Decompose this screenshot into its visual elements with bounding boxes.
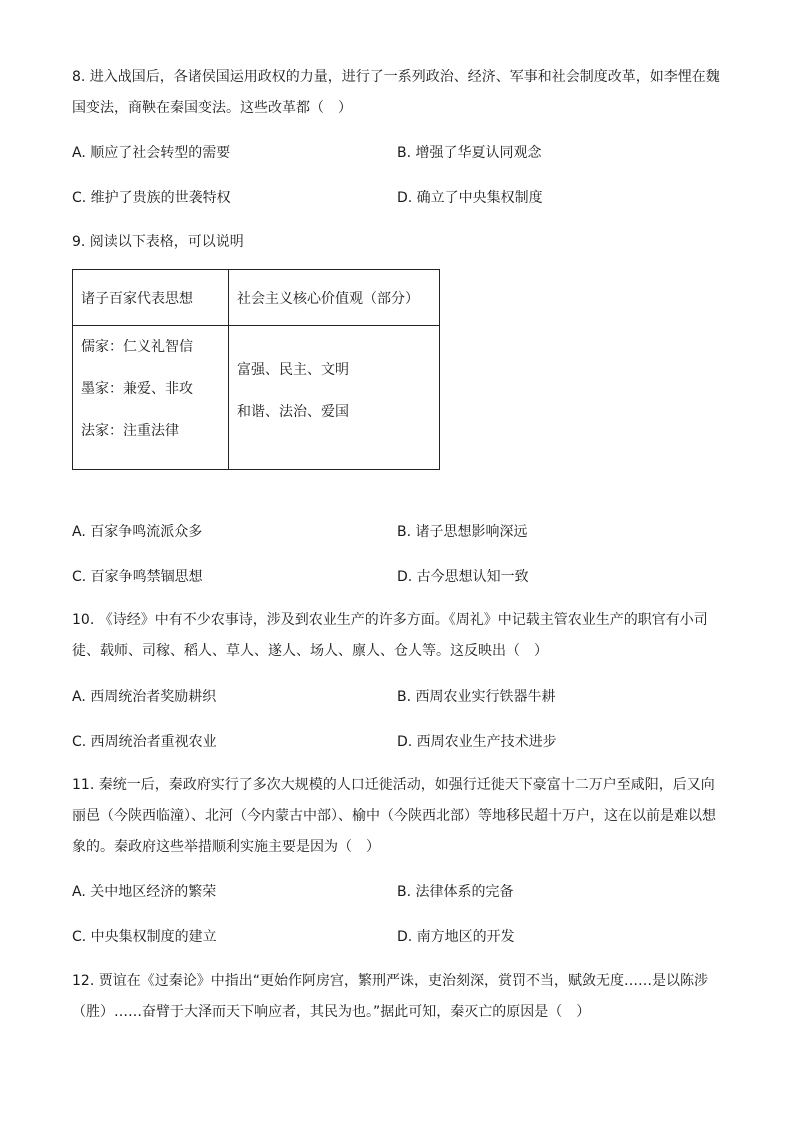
q8-option-b: B. 增强了华夏认同观念 [397, 145, 542, 161]
q11-option-d: D. 南方地区的开发 [397, 929, 515, 945]
table-line: 法家：注重法律 [81, 423, 179, 439]
q10-option-a: A. 西周统治者奖励耕织 [72, 689, 217, 705]
q10-option-b: B. 西周农业实行铁器牛耕 [397, 689, 556, 705]
table-cell-values [229, 326, 440, 470]
question-10-stem: 10. 《诗经》中有不少农事诗，涉及到农业生产的许多方面。《周礼》中记载主管农业生产的职官有小司徒、载师、司稼、稻人、草人、遂人、场人、廪人、仓人等。这反映出（ ） [72, 612, 708, 659]
table-cell-schools [73, 326, 229, 470]
question-8-stem: 8. 进入战国后，各诸侯国运用政权的力量，进行了一系列政治、经济、军事和社会制度改革，如李悝在魏国变法，商鞅在秦国变法。这些改革都（ ） [72, 69, 720, 116]
comparison-table [72, 269, 440, 470]
q8-option-c: C. 维护了贵族的世袭特权 [72, 190, 231, 206]
q9-option-a: A. 百家争鸣流派众多 [72, 524, 203, 540]
q9-option-c: C. 百家争鸣禁锢思想 [72, 569, 203, 585]
q8-option-d: D. 确立了中央集权制度 [397, 190, 543, 206]
q10-option-c: C. 西周统治者重视农业 [72, 734, 217, 750]
table-line: 和谐、法治、爱国 [237, 404, 349, 420]
q8-option-a: A. 顺应了社会转型的需要 [72, 145, 231, 161]
q11-option-b: B. 法律体系的完备 [397, 884, 514, 900]
q9-option-d: D. 古今思想认知一致 [397, 569, 529, 585]
table-line: 墨家：兼爱、非攻 [81, 381, 193, 397]
q11-option-c: C. 中央集权制度的建立 [72, 929, 217, 945]
table-line: 富强、民主、文明 [237, 362, 349, 378]
table-header-cell: 诸子百家代表思想 [73, 270, 229, 326]
table-header-cell: 社会主义核心价值观（部分） [229, 270, 440, 326]
q10-option-d: D. 西周农业生产技术进步 [397, 734, 557, 750]
q11-option-a: A. 关中地区经济的繁荣 [72, 884, 217, 900]
q9-option-b: B. 诸子思想影响深远 [397, 524, 528, 540]
question-11-stem: 11. 秦统一后，秦政府实行了多次大规模的人口迁徙活动，如强行迁徙天下豪富十二万户至咸阳，后又向丽邑（今陕西临潼）、北河（今内蒙古中部）、榆中（今陕西北部）等地移民超十万户，这在以前是难以想象的。秦政府这些举措顺利实施主要是因为（ ） [72, 777, 716, 855]
question-12-stem: 12. 贾谊在《过秦论》中指出“更始作阿房宫，繁刑严诛，吏治刻深，赏罚不当，赋敛无度……是以陈涉（胜）……奋臂于大泽而天下响应者，其民为也。”据此可知，秦灭亡的原因是（ ） [72, 973, 708, 1020]
table-line: 儒家：仁义礼智信 [81, 339, 193, 355]
question-9-stem: 9. 阅读以下表格，可以说明 [72, 234, 244, 250]
